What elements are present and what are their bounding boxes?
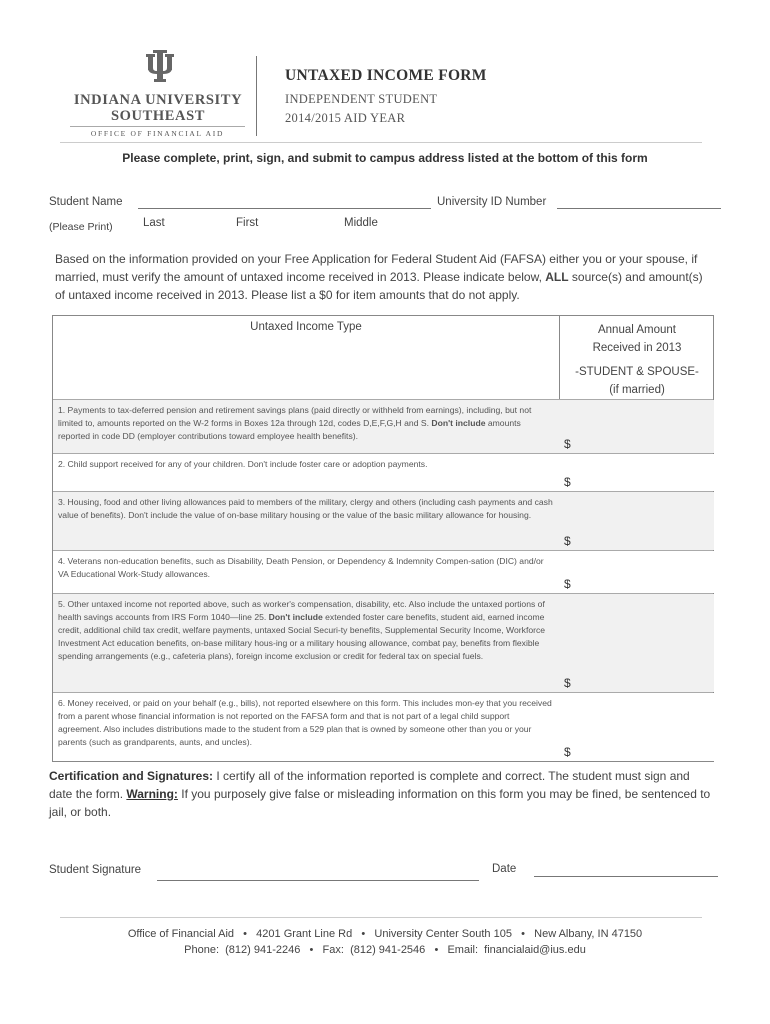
please-print-label: (Please Print) xyxy=(49,221,113,233)
middle-name-label: Middle xyxy=(344,217,378,229)
intro-text-after: source(s) and amount(s) of untaxed income received in 2013. Please list a $0 for item amounts that do not apply. xyxy=(55,270,703,302)
header-vertical-divider xyxy=(256,56,257,136)
table-row xyxy=(53,550,713,593)
amount-input[interactable] xyxy=(564,551,714,593)
aid-year: 2014/2015 AID YEAR xyxy=(285,111,406,125)
date-label: Date xyxy=(492,863,517,875)
dollar-sign: $ xyxy=(564,475,571,489)
untaxed-income-table xyxy=(52,315,714,762)
dollar-sign: $ xyxy=(564,577,571,591)
row-description: 5. Other untaxed income not reported above, such as worker's compensation, disability, etc. Also include the untaxed portions of health savings accounts from IRS Form 1040—line 25. Don't include extended foster care benefits, student aid, earned income credit, additional child tax credit, welfare payments, untaxed Social Securi-ty benefits, Supplemental Security Income, Workforce Investment Act education benefits, on-base military hous-ing or a military housing allowance, combat pay, benefits from flexible spending arrangements (e.g., cafeteria plans), foreign income exclusion or credit for federal tax on special fuels. xyxy=(58,599,546,661)
university-id-label: University ID Number xyxy=(437,196,547,208)
table-row xyxy=(53,692,713,761)
certification-paragraph xyxy=(49,767,714,821)
col-subheader-line2: (if married) xyxy=(609,384,665,396)
row-description: 3. Housing, food and other living allowances paid to members of the military, clergy and others (including cash payments and cash value of benefits). Don't include the value of on-base military housing or the value of the basic military allowance for housing. xyxy=(58,497,553,520)
col-header-amount-line1: Annual Amount xyxy=(597,324,676,336)
table-row xyxy=(53,593,713,692)
dollar-sign: $ xyxy=(564,534,571,548)
office-subtitle: OFFICE OF FINANCIAL AID xyxy=(90,129,225,138)
dollar-sign: $ xyxy=(564,745,571,759)
university-name-line2: SOUTHEAST xyxy=(110,108,206,124)
amount-input[interactable] xyxy=(564,693,714,761)
dollar-sign: $ xyxy=(564,437,571,451)
col-subheader-student-spouse xyxy=(560,363,714,399)
dollar-sign: $ xyxy=(564,676,571,690)
warning-label: Warning: xyxy=(126,787,178,801)
university-id-field[interactable] xyxy=(557,208,721,209)
student-signature-label: Student Signature xyxy=(49,864,142,876)
amount-input[interactable] xyxy=(564,400,714,453)
university-trident-logo-icon xyxy=(146,50,174,82)
footer-address: Office of Financial Aid • 4201 Grant Line Rd • University Center South 105 • New Albany, IN 47150 xyxy=(127,928,643,940)
form-title: UNTAXED INCOME FORM xyxy=(285,67,487,84)
logo-divider xyxy=(70,126,245,127)
amount-input[interactable] xyxy=(564,454,714,491)
col-header-amount-line2: Received in 2013 xyxy=(592,342,682,354)
footer-contact: Phone: (812) 941-2246 • Fax: (812) 941-2546 • Email: financialaid@ius.edu xyxy=(184,944,586,956)
student-name-label: Student Name xyxy=(49,196,123,208)
col-header-annual-amount xyxy=(560,321,714,357)
footer-divider xyxy=(60,917,702,918)
row-description: 4. Veterans non-education benefits, such as Disability, Death Pension, or Dependency & Indemnity Compen-sation (DIC) and/or VA Educational Work-Study allowances. xyxy=(58,556,544,579)
row-description: 6. Money received, or paid on your behalf (e.g., bills), not reported elsewhere on this form. This includes mon-ey that you received from a parent whose financial information is not reported on the FAFSA form and that is not part of a legal child support agreement. Also includes distributions made to the student from a 529 plan that is owned by someone other than you or your parents (such as grandparents, aunts, and uncles). xyxy=(58,698,552,747)
col-header-income-type: Untaxed Income Type xyxy=(250,321,362,333)
student-name-field[interactable] xyxy=(138,208,431,209)
date-field[interactable] xyxy=(534,876,718,877)
table-row xyxy=(53,491,713,550)
table-row xyxy=(53,453,713,491)
form-subtitle: INDEPENDENT STUDENT xyxy=(285,92,438,106)
row-description: 2. Child support received for any of your children. Don't include foster care or adoption payments. xyxy=(58,459,428,469)
instructions: Please complete, print, sign, and submit to campus address listed at the bottom of this form xyxy=(122,151,648,165)
university-name-line1: INDIANA UNIVERSITY xyxy=(73,92,243,108)
warning-text: If you purposely give false or misleading information on this form you may be fined, be sentenced to jail, or both. xyxy=(49,787,711,819)
last-name-label: Last xyxy=(143,217,165,229)
intro-emphasis: ALL xyxy=(545,270,569,284)
amount-input[interactable] xyxy=(564,594,714,692)
row-description: 1. Payments to tax-deferred pension and retirement savings plans (paid directly or withheld from earnings), including, but not limited to, amounts reported on the W-2 forms in Boxes 12a through 12d, codes D,E,F,G,H and S. Don't include amounts reported in code DD (employer contributions toward employee health benefits). xyxy=(58,405,532,441)
certification-text: I certify all of the information reported is complete and correct. The student must sign and date the form. xyxy=(49,769,690,801)
amount-input[interactable] xyxy=(564,492,714,550)
university-name xyxy=(68,92,248,124)
header-divider xyxy=(60,142,702,143)
table-row xyxy=(53,399,713,453)
intro-paragraph xyxy=(55,250,715,304)
first-name-label: First xyxy=(236,217,259,229)
certification-heading: Certification and Signatures: xyxy=(49,769,214,783)
intro-text-before: Based on the information provided on your Free Application for Federal Student Aid (FAFSA) either you or your spouse, if married, must verify the amount of untaxed income received in 2013. Please indicate below, xyxy=(55,252,698,284)
col-subheader-line1: -STUDENT & SPOUSE- xyxy=(575,366,699,378)
student-signature-field[interactable] xyxy=(157,880,479,881)
